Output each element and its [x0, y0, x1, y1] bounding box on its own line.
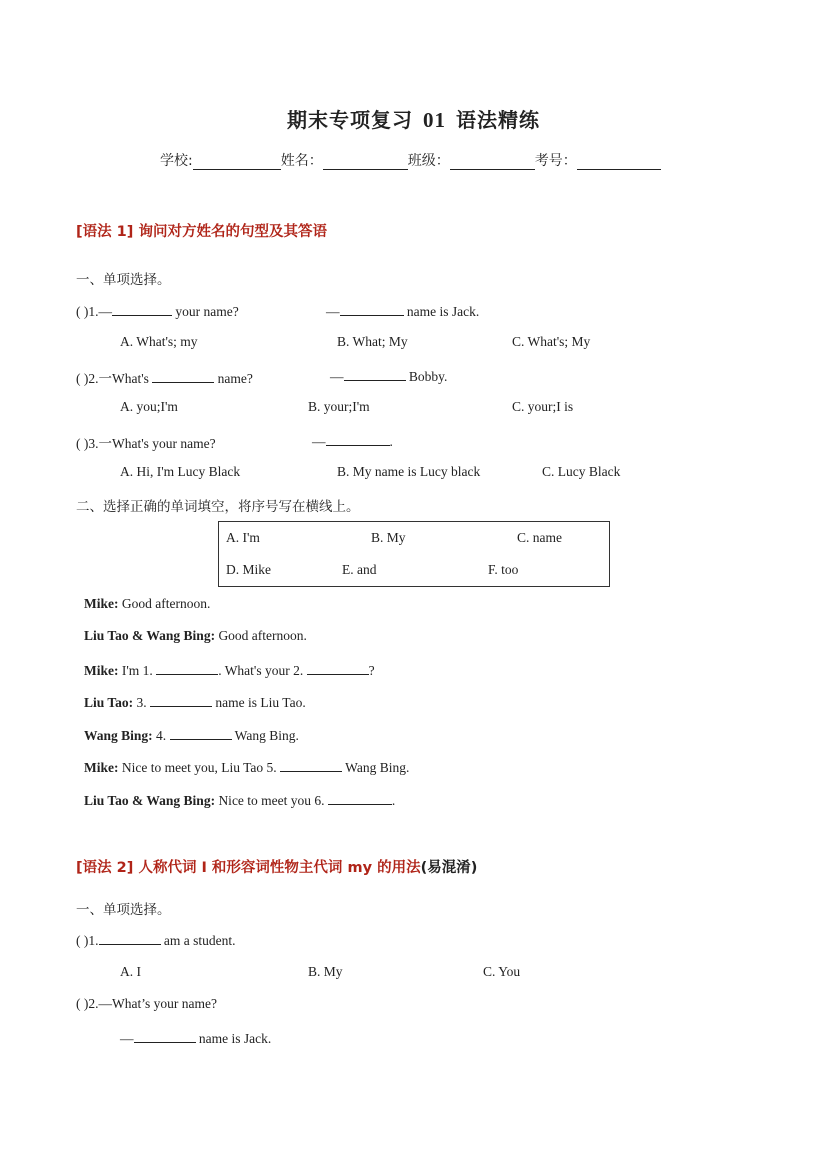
option[interactable]: B. What; My [337, 334, 408, 349]
line-text: name is Liu Tao. [212, 695, 306, 710]
answer-blank[interactable] [112, 302, 172, 316]
s1-question-1 [76, 302, 239, 320]
s2-question-2: ( )2.—What’s your name? [76, 996, 217, 1011]
line-text: Nice to meet you 6. [215, 793, 328, 808]
q-text: am a student. [160, 933, 236, 948]
section2-heading [76, 856, 477, 877]
q-text: your name? [172, 304, 239, 319]
answer-blank[interactable] [156, 661, 218, 675]
word-option: D. Mike [226, 562, 271, 577]
q-dash: — [326, 304, 340, 319]
dialogue-line [84, 596, 210, 612]
q-text: name is Jack. [403, 304, 480, 319]
q-dash: — [330, 369, 344, 384]
section1-heading: [语法 1] 询问对方姓名的句型及其答语 [76, 224, 327, 240]
word-option: E. and [342, 562, 377, 577]
section2-heading-main: [语法 2] 人称代词 I 和形容词性物主代词 my 的用法 [76, 860, 421, 876]
q-text: name is Jack. [195, 1031, 272, 1046]
line-text: . [391, 793, 396, 808]
word-option: F. too [488, 562, 519, 577]
option[interactable]: A. Hi, I'm Lucy Black [120, 464, 241, 479]
dialogue-line [84, 693, 306, 711]
class-label: 班级： [407, 153, 450, 169]
speaker: Wang Bing: [84, 728, 153, 743]
answer-blank[interactable] [280, 758, 342, 772]
name-label: 姓名： [280, 153, 323, 169]
option[interactable]: C. your;I is [512, 399, 574, 414]
word-option: B. My [371, 530, 406, 545]
line-text: . What's your 2. [218, 663, 307, 678]
dialogue-line [84, 628, 307, 644]
section2-heading-note: (易混淆) [420, 860, 478, 876]
speaker: Liu Tao: [84, 695, 134, 710]
option[interactable]: A. I [120, 964, 141, 979]
line-text: 4. [152, 728, 170, 743]
q-prefix: ( )1.— [76, 304, 112, 319]
option[interactable]: C. What's; My [512, 334, 591, 349]
q-text: name? [214, 371, 253, 386]
q-text: Bobby. [405, 369, 448, 384]
title-number: 01 [423, 108, 446, 132]
speaker: Liu Tao & Wang Bing: [84, 628, 216, 643]
answer-blank[interactable] [170, 726, 232, 740]
answer-blank[interactable] [152, 369, 214, 383]
q-text: . [389, 434, 393, 449]
option[interactable]: C. You [483, 964, 521, 979]
q-dash: — [120, 1031, 134, 1046]
line-text: Good afternoon. [118, 596, 211, 611]
answer-blank[interactable] [340, 302, 404, 316]
dialogue-line [84, 791, 395, 809]
school-field[interactable] [193, 155, 281, 170]
s1-question-2-reply [330, 367, 447, 385]
line-text: I'm 1. [118, 663, 157, 678]
word-option: A. I'm [226, 530, 260, 545]
page-title [0, 104, 827, 133]
option[interactable]: B. My name is Lucy black [337, 464, 481, 479]
dialogue-line [84, 758, 409, 776]
answer-blank[interactable] [328, 791, 392, 805]
option[interactable]: A. What's; my [120, 334, 198, 349]
speaker: Mike: [84, 760, 119, 775]
answer-blank[interactable] [307, 661, 369, 675]
class-field[interactable] [450, 155, 535, 170]
student-info-line [160, 150, 661, 170]
section2-part1-title: 一、单项选择。 [76, 902, 171, 918]
id-field[interactable] [577, 155, 661, 170]
line-text: 3. [133, 695, 151, 710]
line-text: Wang Bing. [342, 760, 410, 775]
option[interactable]: A. you;I'm [120, 399, 178, 414]
q-prefix: ( )2.一What's [76, 371, 153, 386]
option[interactable]: B. My [308, 964, 343, 979]
answer-blank[interactable] [344, 367, 406, 381]
dialogue-line [84, 661, 375, 679]
q-prefix: ( )1. [76, 933, 99, 948]
q-dash: — [312, 434, 326, 449]
id-label: 考号： [534, 153, 577, 169]
s1-question-3-reply [312, 432, 393, 450]
line-text: Wang Bing. [231, 728, 299, 743]
line-text: Good afternoon. [215, 628, 307, 643]
answer-blank[interactable] [134, 1029, 196, 1043]
s1-question-1-reply [326, 302, 479, 320]
answer-blank[interactable] [326, 432, 390, 446]
name-field[interactable] [323, 155, 408, 170]
speaker: Mike: [84, 596, 119, 611]
answer-blank[interactable] [150, 693, 212, 707]
title-suffix: 语法精练 [456, 108, 540, 132]
s1-question-3: ( )3.一What's your name? [76, 436, 216, 451]
answer-blank[interactable] [99, 931, 161, 945]
speaker: Liu Tao & Wang Bing: [84, 793, 216, 808]
option[interactable]: B. your;I'm [308, 399, 370, 414]
speaker: Mike: [84, 663, 119, 678]
s2-question-1 [76, 931, 235, 949]
title-prefix: 期末专项复习 [287, 108, 413, 132]
line-text: ? [368, 663, 375, 678]
option[interactable]: C. Lucy Black [542, 464, 621, 479]
word-option: C. name [517, 530, 562, 545]
s2-question-2-reply [120, 1029, 271, 1047]
section1-part1-title: 一、单项选择。 [76, 272, 171, 288]
s1-question-2 [76, 367, 253, 387]
line-text: Nice to meet you, Liu Tao 5. [118, 760, 281, 775]
section1-part2-title: 二、选择正确的单词填空，将序号写在横线上。 [76, 499, 360, 515]
dialogue-line [84, 726, 299, 744]
school-label: 学校: [160, 153, 193, 169]
